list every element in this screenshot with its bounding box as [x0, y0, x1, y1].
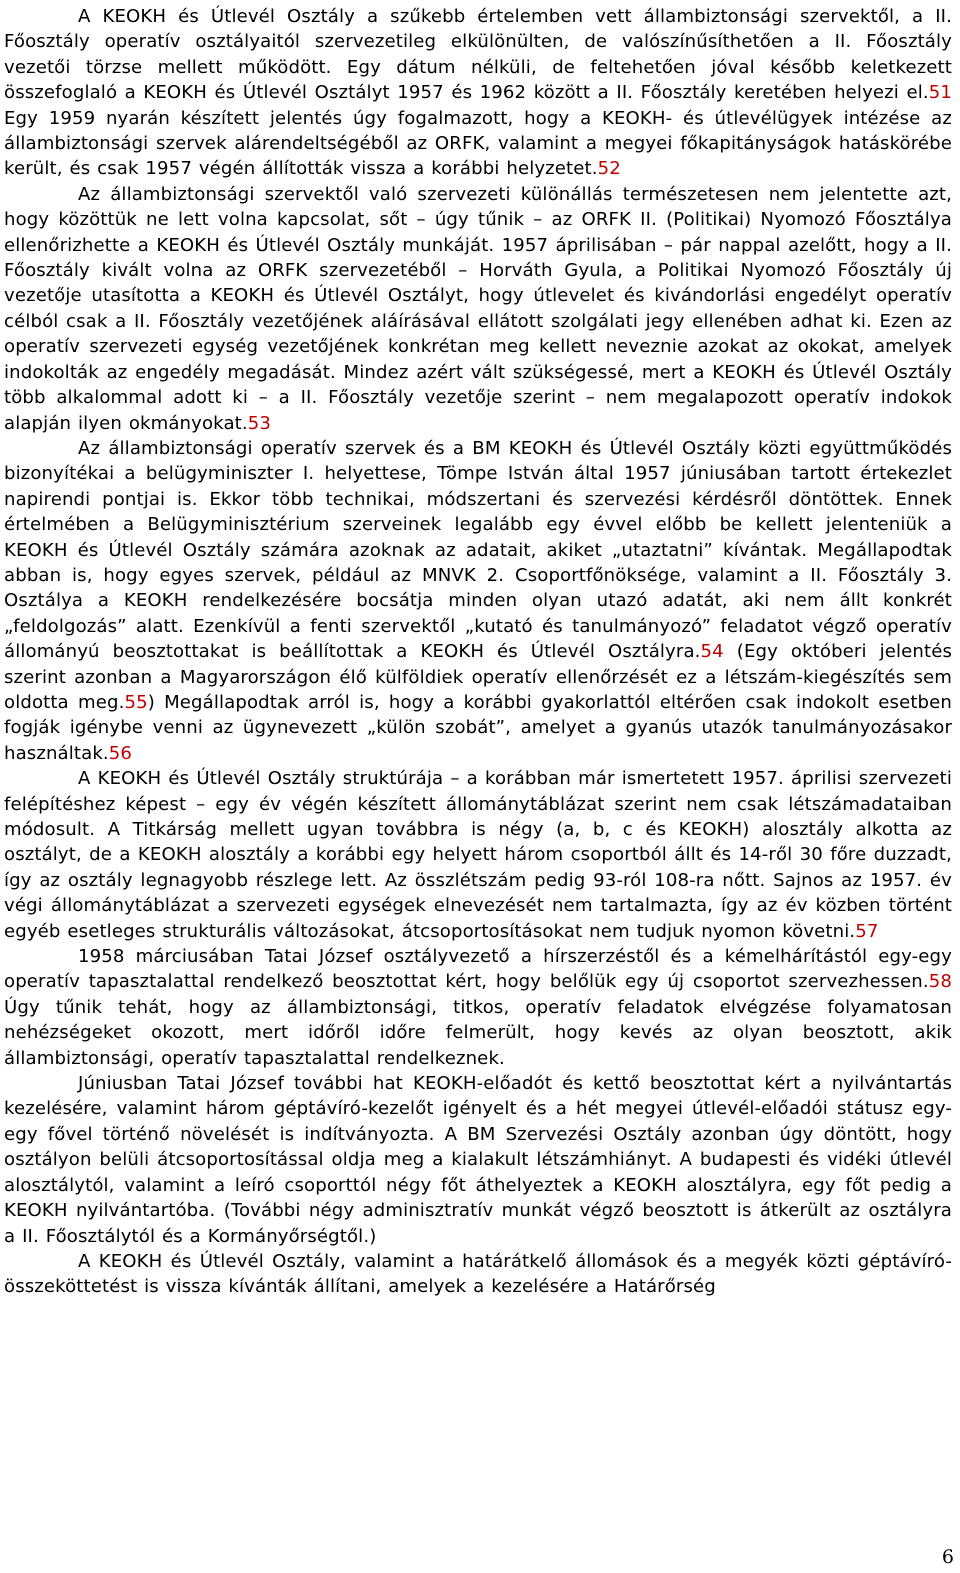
text-run: Egy 1959 nyarán készített jelentés úgy fogalmazott, hogy a KEOKH- és útlevélügyek intézése az állambiztonsági szervek alárendeltségéből az ORFK, valamint a megyei főkapitányságok hatáskörébe került, és csak 1957 végén állították vissza a korábbi helyzetet.: [4, 107, 952, 180]
page-number: 6: [941, 1546, 954, 1568]
footnote-reference: 53: [247, 412, 272, 434]
footnote-reference: 52: [597, 158, 621, 180]
document-body: [4, 4, 952, 1300]
text-run: (Egy októberi jelentés szerint azonban a Magyarországon élő külföldiek operatív ellenőrzését ez a létszám-kiegészítés sem oldotta meg.: [4, 641, 953, 713]
text-run: Az állambiztonsági operatív szervek és a BM KEOKH és Útlevél Osztály közti együttműködés bizonyítékai a belügyminiszter I. helyettese, Tömpe István által 1957 júniusában tartott értekezlet napirendi pontjai is. Ekkor több technikai, módszertani és szervezési kérdésről döntöttek. Ennek értelmében a Belügyminisztérium szerveinek legalább egy évvel előbb be kellett jelenteniük a KEOKH és Útlevél Osztály számára azoknak az adatait, akiket „utaztatni” kívántak. Megállapodtak abban is, hogy egyes szervek, például az MNVK 2. Csoportfőnöksége, valamint a II. Főosztály 3. Osztálya a KEOKH rendelkezésére bocsátja minden olyan utazó adatát, aki nem állt konkrét „feldolgozás” alatt. Ezenkívül a fenti szervektől „kutató és tanulmányozó” feladatot végző operatív állományú beosztottakat is beállítottak a KEOKH és Útlevél Osztályra.: [4, 437, 952, 663]
paragraph: [4, 436, 952, 766]
paragraph: [4, 944, 952, 1071]
paragraph: [4, 1071, 952, 1249]
footnote-reference: 54: [700, 641, 724, 663]
paragraph: [4, 182, 952, 436]
text-run: A KEOKH és Útlevél Osztály struktúrája – a korábban már ismertetett 1957. áprilisi szervezeti felépítéshez képest – egy év végén készített állománytáblázat szerint nem csak létszámadataiban módosult. A Titkárság mellett ugyan továbbra is négy (a, b, c és KEOKH) alosztály alkotta az osztályt, de a KEOKH alosztály a korábbi egy helyett három csoportból állt és 14-ről 30 főre duzzadt, így az osztály legnagyobb részlege lett. Az összlétszám pedig 93-ról 108-ra nőtt. Sajnos az 1957. év végi állománytáblázat a szervezeti egységek elnevezését nem tartalmazta, így az év közben történt egyéb esetleges strukturális változásokat, átcsoportosításokat nem tudjuk nyomon követni.: [4, 768, 952, 942]
text-run: A KEOKH és Útlevél Osztály, valamint a határátkelő állomások és a megyék közti géptávíró-összeköttetést is vissza kívánták állítani, amelyek a kezelésére a Határőrség: [4, 1250, 952, 1298]
paragraph: [4, 1249, 952, 1300]
paragraph: [4, 766, 952, 944]
text-run: Úgy tűnik tehát, hogy az állambiztonsági, titkos, operatív feladatok elvégzése folyamatosan nehézségeket okozott, mert időről időre felmerült, hogy kevés az olyan beosztott, akik állambiztonsági, operatív tapasztalattal rendelkeznek.: [4, 996, 952, 1069]
footnote-reference: 56: [108, 742, 133, 764]
text-run: 1958 márciusában Tatai József osztályvezető a hírszerzéstől és a kémelhárítástól egy-egy operatív tapasztalattal rendelkező beosztottat kért, hogy belőlük egy új csoportot szervezhessen.: [4, 946, 952, 993]
text-run: Júniusban Tatai József további hat KEOKH-előadót és kettő beosztottat kért a nyilvántartás kezelésére, valamint három géptávíró-kezelőt igényelt és a hét megyei útlevél-előadói státusz egy-egy fővel történő növelését is indítványozta. A BM Szervezési Osztály azonban úgy döntött, hogy osztályon belüli átcsoportosítással oldja meg a kialakult létszámhiányt. A budapesti és vidéki útlevél alosztálytól, valamint a leíró csoporttól négy főt áthelyeztek a KEOKH alosztályra, egy főt pedig a KEOKH nyilvántartóba. (További négy adminisztratív munkát végző beosztott is átkerült az osztályra a II. Főosztálytól és a Kormányőrségtől.): [4, 1073, 952, 1247]
text-run: Az állambiztonsági szervektől való szervezeti különállás természetesen nem jelentette azt, hogy közöttük ne lett volna kapcsolat, sőt – úgy tűnik – az ORFK II. (Politikai) Nyomozó Főosztálya ellenőrizhette a KEOKH és Útlevél Osztály munkáját. 1957 áprilisában – pár nappal azelőtt, hogy a II. Főosztály kivált volna az ORFK szervezetéből – Horváth Gyula, a Politikai Nyomozó Főosztály új vezetője utasította a KEOKH és Útlevél Osztályt, hogy útlevelet és kivándorlási engedélyt operatív célból csak a II. Főosztály vezetőjének aláírásával ellátott szolgálati jegy ellenében adhat ki. Ezen az operatív szervezeti egység vezetőjének konkrétan meg kellett neveznie azokat az okokat, amelyek indokolták az engedély megadását. Mindez azért vált szükségessé, mert a KEOKH és Útlevél Osztály több alkalommal adott ki – a II. Főosztály vezetője szerint – nem megalapozott operatív indokok alapján ilyen okmányokat.: [4, 183, 952, 434]
text-run: ) Megállapodtak arról is, hogy a korábbi gyakorlattól eltérően csak indokolt esetben fogják igénybe venni az ügynevezett „külön szobát”, amelyet a gyanús utazók tanulmányozásakor használtak.: [4, 691, 952, 764]
footnote-reference: 58: [928, 971, 952, 993]
footnote-reference: 57: [855, 920, 879, 942]
paragraph: [4, 4, 952, 182]
text-run: A KEOKH és Útlevél Osztály a szűkebb értelemben vett állambiztonsági szervektől, a II. Főosztály operatív osztályaitól szervezetileg elkülönülten, de valószínűsíthetően a II. Főosztály vezetői törzse mellett működött. Egy dátum nélküli, de feltehetően jóval később keletkezett összefoglaló a KEOKH és Útlevél Osztályt 1957 és 1962 között a II. Főosztály keretében helyezi el.: [4, 6, 952, 104]
footnote-reference: 55: [124, 691, 148, 713]
footnote-reference: 51: [928, 82, 952, 104]
